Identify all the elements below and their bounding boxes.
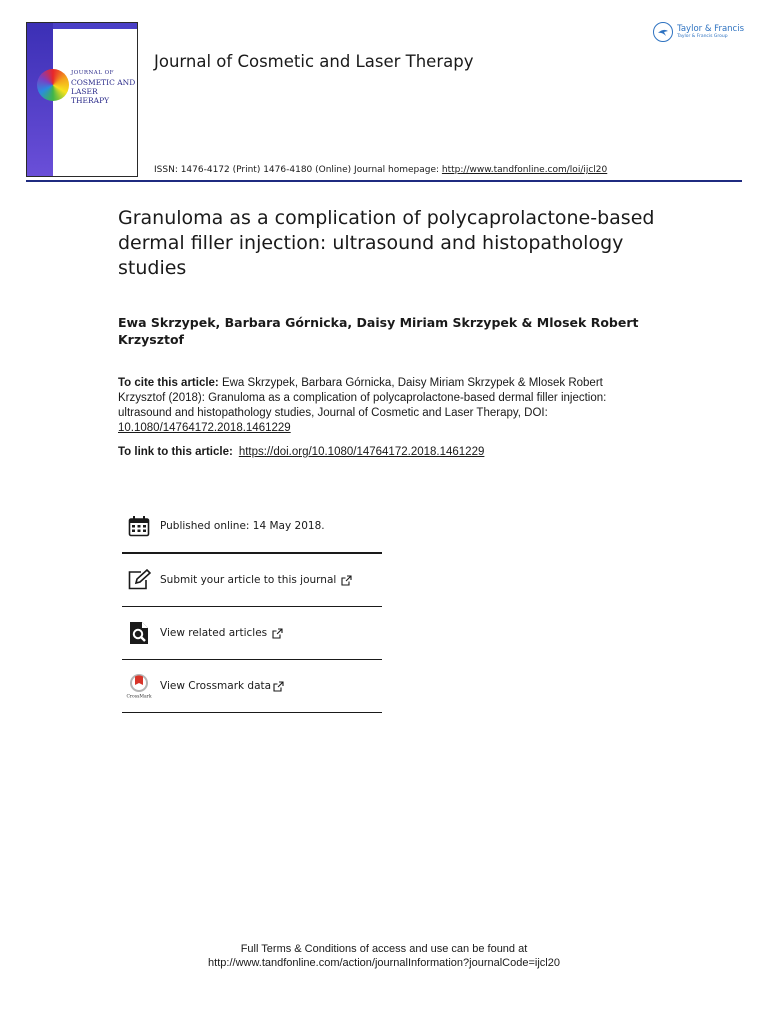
related-articles-link[interactable]: [122, 606, 382, 659]
cite-doi-link[interactable]: 10.1080/14764172.2018.1461229: [118, 422, 291, 434]
crossmark-logo-text: CrossMark: [126, 694, 152, 699]
footer-terms: [0, 942, 768, 970]
calendar-icon: [126, 513, 152, 539]
publisher-sub: Taylor & Francis Group: [677, 34, 728, 39]
cover-title-line1: COSMETIC AND: [71, 78, 136, 87]
published-date: Published online: 14 May 2018.: [160, 520, 325, 532]
journal-homepage-link[interactable]: http://www.tandfonline.com/loi/ijcl20: [441, 165, 608, 175]
journal-cover: [26, 22, 138, 177]
edit-icon: [126, 567, 152, 593]
external-link-icon: [341, 575, 352, 586]
cover-title-small: JOURNAL OF: [71, 70, 115, 76]
external-link-icon: [273, 681, 284, 692]
article-title: Granuloma as a complication of polycaprolactone-based dermal filler injection: ultrasound and histopathology studies: [118, 207, 655, 279]
article-link-line: [118, 446, 484, 458]
cite-label: To cite this article:: [118, 377, 219, 389]
crossmark-label: View Crossmark data: [160, 680, 272, 692]
footer-line1: Full Terms & Conditions of access and use can be found at: [240, 943, 528, 955]
document-search-icon: [126, 620, 152, 646]
issn-text: ISSN: 1476-4172 (Print) 1476-4180 (Online) Journal homepage:: [154, 165, 442, 175]
journal-title: Journal of Cosmetic and Laser Therapy: [154, 52, 474, 71]
published-row: [122, 500, 382, 552]
cover-title-line2: LASER THERAPY: [71, 87, 110, 105]
cover-top-band: [53, 23, 137, 29]
article-actions-panel: [122, 500, 382, 713]
publisher-logo[interactable]: [653, 22, 744, 42]
external-link-icon: [272, 628, 283, 639]
footer-terms-link[interactable]: http://www.tandfonline.com/action/journalInformation?journalCode=ijcl20: [208, 957, 560, 969]
cover-color-wheel: [37, 69, 69, 101]
citation: [118, 376, 638, 436]
publisher-logo-icon: [653, 22, 673, 42]
header-rule: [26, 180, 742, 182]
cite-text: Ewa Skrzypek, Barbara Górnicka, Daisy Miriam Skrzypek & Mlosek Robert Krzysztof (2018): Granuloma as a complication of polycaprolactone-based dermal filler injection: ultrasound and histopathology studies, Journal of Cosmetic and Laser Therapy, DOI:: [118, 377, 607, 419]
related-articles-label: View related articles: [160, 627, 268, 639]
crossmark-icon: [126, 673, 152, 699]
publisher-name: Taylor & Francis: [677, 24, 744, 34]
cover-title: [71, 69, 137, 105]
article-authors: Ewa Skrzypek, Barbara Górnicka, Daisy Miriam Skrzypek & Mlosek Robert Krzysztof: [118, 315, 639, 347]
issn-line: [154, 165, 607, 175]
submit-article-label: Submit your article to this journal: [160, 574, 337, 586]
submit-article-link[interactable]: [122, 552, 382, 606]
crossmark-link[interactable]: [122, 659, 382, 713]
article-doi-link[interactable]: https://doi.org/10.1080/14764172.2018.1461229: [238, 446, 485, 458]
link-label: To link to this article:: [118, 446, 233, 458]
